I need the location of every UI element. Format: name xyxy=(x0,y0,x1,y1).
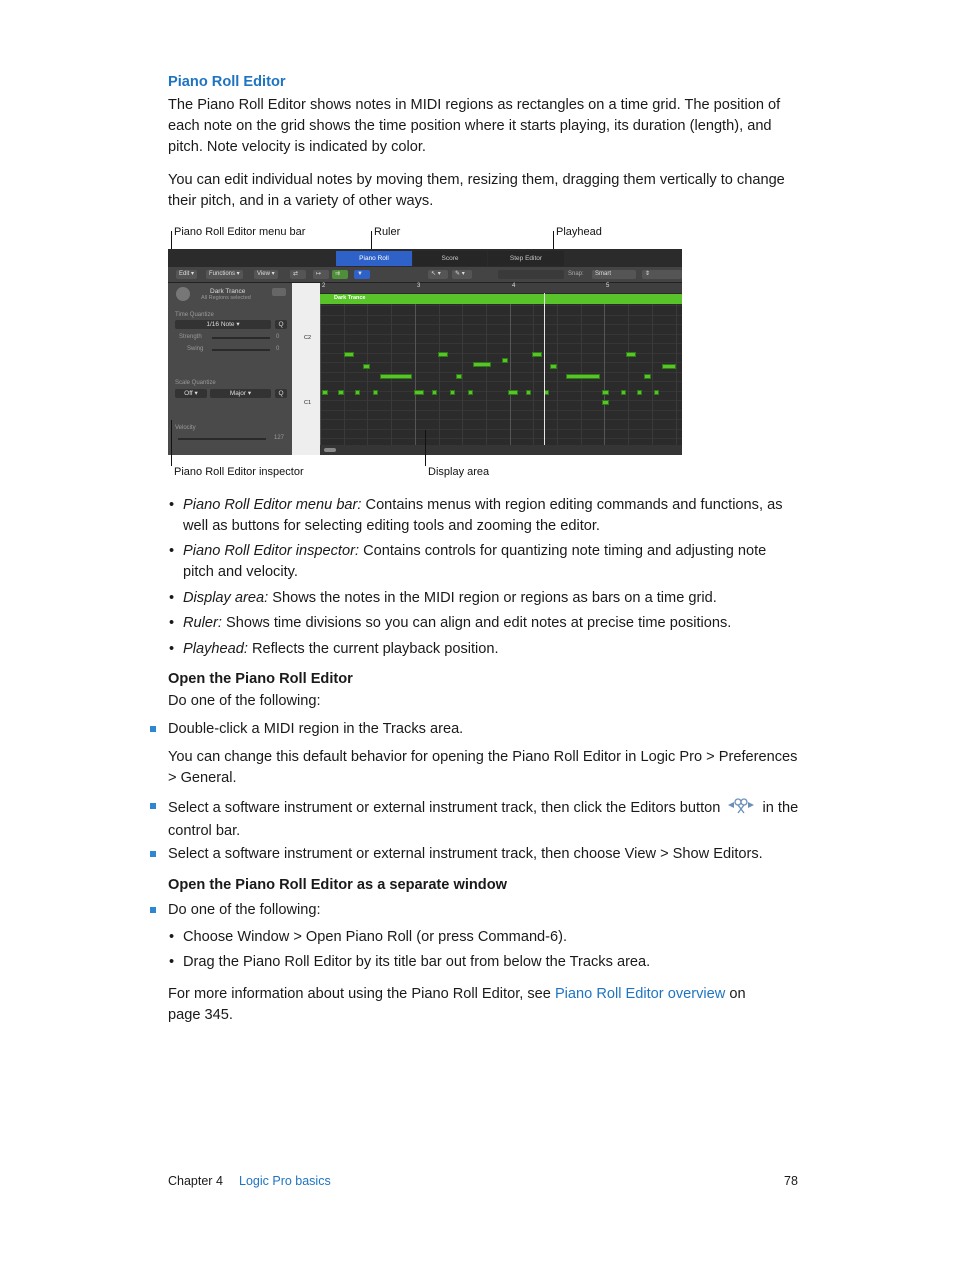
scrollbar-thumb[interactable] xyxy=(324,448,336,452)
midi-note[interactable] xyxy=(380,374,412,379)
midi-note[interactable] xyxy=(626,352,636,357)
midi-note[interactable] xyxy=(502,358,508,363)
midi-note[interactable] xyxy=(363,364,370,369)
scale-quantize-label: Scale Quantize xyxy=(175,380,216,386)
definition-menu-bar xyxy=(169,495,795,537)
q-label: Q xyxy=(278,321,284,328)
grid-beat-line xyxy=(367,304,368,445)
square-bullet xyxy=(150,851,156,857)
grid-beat-line xyxy=(344,304,345,445)
bullet-dot: • xyxy=(169,641,175,657)
open-item-1: Double-click a MIDI region in the Tracks area. xyxy=(168,721,464,737)
midi-note[interactable] xyxy=(450,390,455,395)
ruler-mark-2: 2 xyxy=(322,283,326,289)
separate-item-2-text: Drag the Piano Roll Editor by its title bar out from below the Tracks area. xyxy=(183,954,651,970)
open-item-2-suffix: in the control bar. xyxy=(168,800,799,839)
definition-term: Display area: xyxy=(183,590,269,606)
piano-roll-overview-link[interactable]: Piano Roll Editor overview xyxy=(554,986,726,1002)
playhead[interactable] xyxy=(544,293,545,445)
bullet-dot: • xyxy=(169,497,175,513)
key-label-c1: C1 xyxy=(304,400,312,406)
separate-item-1-text: Choose Window > Open Piano Roll (or press Command-6). xyxy=(183,929,568,945)
snap-select[interactable] xyxy=(592,270,636,279)
velocity-label: Velocity xyxy=(175,425,196,431)
midi-note[interactable] xyxy=(550,364,557,369)
midi-note[interactable] xyxy=(468,390,473,395)
definition-display-area xyxy=(169,588,795,609)
snap-value: Smart xyxy=(595,271,612,277)
callout-line-inspector xyxy=(171,420,172,466)
bullet-dot: • xyxy=(169,954,175,970)
grid-beat-line xyxy=(604,304,605,445)
midi-note[interactable] xyxy=(508,390,518,395)
drag-mode-select[interactable]: ⇕ xyxy=(642,270,682,279)
callout-display-area: Display area xyxy=(428,466,490,478)
pointer-tool-icon[interactable]: ↖ ▾ xyxy=(428,270,448,279)
midi-note[interactable] xyxy=(473,362,491,367)
key-label-c2: C2 xyxy=(304,335,312,341)
grid-beat-line xyxy=(439,304,440,445)
footer-chapter-link[interactable]: Logic Pro basics xyxy=(239,1174,331,1188)
filter-button[interactable]: ▼ xyxy=(354,270,370,279)
definition-text: Contains controls for quantizing note timing and adjusting note pitch and velocity. xyxy=(183,543,767,580)
ruler-mark-4: 4 xyxy=(512,283,516,289)
midi-note[interactable] xyxy=(637,390,642,395)
strength-value: 0 xyxy=(276,334,280,340)
midi-note[interactable] xyxy=(566,374,600,379)
open-heading: Open the Piano Roll Editor xyxy=(168,671,353,687)
grid-beat-line xyxy=(415,304,416,445)
grid-beat-line xyxy=(676,304,677,445)
footer-page-number: 78 xyxy=(784,1174,798,1188)
midi-note[interactable] xyxy=(432,390,437,395)
intro-paragraph-2: You can edit individual notes by moving them, resizing them, dragging them vertically to change their pitch, and in a variety of other ways. xyxy=(168,172,785,209)
menu-view[interactable]: View ▾ xyxy=(254,270,278,279)
strength-slider[interactable] xyxy=(212,337,270,339)
section-title: Piano Roll Editor xyxy=(168,74,286,90)
open-item-2-text: Select a software instrument or external instrument track, then click the Editors button xyxy=(168,800,721,816)
ruler[interactable] xyxy=(320,283,682,293)
snap-label: Snap: xyxy=(568,271,584,277)
piano-roll-menu-bar xyxy=(168,267,682,283)
footer-chapter: Chapter 4 xyxy=(168,1174,223,1188)
definition-text: Shows the notes in the MIDI region or regions as bars on a time grid. xyxy=(268,590,717,606)
region-subtitle: All Regions selected xyxy=(201,295,251,301)
definition-term: Piano Roll Editor inspector: xyxy=(183,543,360,559)
midi-note[interactable] xyxy=(355,390,360,395)
piano-roll-screenshot xyxy=(168,249,682,455)
grid-beat-line xyxy=(557,304,558,445)
midi-note[interactable] xyxy=(621,390,626,395)
midi-note[interactable] xyxy=(456,374,462,379)
midi-note[interactable] xyxy=(526,390,531,395)
grid-beat-line xyxy=(652,304,653,445)
horizontal-scrollbar[interactable] xyxy=(320,445,682,455)
bullet-dot: • xyxy=(169,929,175,945)
square-bullet xyxy=(150,907,156,913)
catch-playhead-button[interactable]: ↦ xyxy=(313,270,329,279)
callout-line-display-area xyxy=(425,430,426,466)
grid-beat-line xyxy=(510,304,511,445)
scale-quantize-q-button[interactable] xyxy=(275,389,287,398)
grid-beat-line xyxy=(628,304,629,445)
midi-note[interactable] xyxy=(532,352,542,357)
scale-type-select[interactable]: Major ▾ xyxy=(210,389,271,398)
pencil-tool-icon[interactable]: ✎ ▾ xyxy=(452,270,472,279)
color-menu-button[interactable] xyxy=(272,288,286,296)
bullet-dot: • xyxy=(169,543,175,559)
callout-inspector: Piano Roll Editor inspector xyxy=(174,466,304,478)
definition-text: Reflects the current playback position. xyxy=(247,641,499,657)
definition-term: Ruler: xyxy=(183,615,222,631)
editor-tab-bar xyxy=(168,249,682,267)
midi-in-button[interactable]: ⇄ xyxy=(290,270,306,279)
bullet-dot: • xyxy=(169,590,175,606)
separate-item-1 xyxy=(169,927,795,948)
menu-functions-label: Functions xyxy=(209,271,236,277)
separate-intro: Do one of the following: xyxy=(168,902,321,918)
grid-beat-line xyxy=(462,304,463,445)
midi-note[interactable] xyxy=(654,390,659,395)
time-quantize-label: Time Quantize xyxy=(175,312,214,318)
definition-text: Contains menus with region editing commands and functions, as well as buttons for selecting editing tools and zooming the editor. xyxy=(183,497,783,534)
midi-note[interactable] xyxy=(414,390,424,395)
midi-note[interactable] xyxy=(438,352,448,357)
region-bar[interactable] xyxy=(320,294,682,304)
editors-button-icon xyxy=(726,796,756,821)
q-label-2: Q xyxy=(278,390,284,397)
open-item-2 xyxy=(168,796,800,842)
callout-playhead: Playhead xyxy=(556,226,602,238)
display-area[interactable] xyxy=(320,283,682,455)
region-name: Dark Trance xyxy=(210,288,246,295)
more-info xyxy=(168,984,768,1026)
definition-ruler xyxy=(169,613,795,634)
grid-beat-line xyxy=(486,304,487,445)
definition-term: Piano Roll Editor menu bar: xyxy=(183,497,362,513)
open-item-3: Select a software instrument or external instrument track, then choose View > Show Editors. xyxy=(168,846,763,862)
open-item-note: You can change this default behavior for opening the Piano Roll Editor in Logic Pro > Preferences > General. xyxy=(168,749,798,786)
midi-note[interactable] xyxy=(373,390,378,395)
midi-note[interactable] xyxy=(322,390,328,395)
definition-playhead xyxy=(169,639,795,660)
more-info-before: For more information about using the Piano Roll Editor, see xyxy=(168,986,555,1002)
ruler-mark-5: 5 xyxy=(606,283,610,289)
grid-beat-line xyxy=(533,304,534,445)
ruler-mark-3: 3 xyxy=(417,283,421,289)
intro-paragraph-1: The Piano Roll Editor shows notes in MIDI regions as rectangles on a time grid. The position of each note on the grid shows the time position where it starts playing, its duration (length), and pitch. Note velocity is indicated by color. xyxy=(168,97,781,155)
midi-out-button[interactable]: ⇉ xyxy=(332,270,348,279)
time-quantize-value: 1/16 Note xyxy=(206,321,235,328)
callout-menu-bar: Piano Roll Editor menu bar xyxy=(174,226,306,238)
midi-note[interactable] xyxy=(338,390,344,395)
velocity-value: 127 xyxy=(274,435,285,441)
tab-score[interactable]: Score xyxy=(413,251,487,266)
menu-edit[interactable]: Edit ▾ xyxy=(176,270,197,279)
piano-keyboard[interactable] xyxy=(292,283,320,455)
region-icon xyxy=(176,287,190,301)
menu-edit-label: Edit xyxy=(179,271,190,277)
menu-functions[interactable]: Functions ▾ xyxy=(206,270,243,279)
swing-slider[interactable] xyxy=(212,349,270,351)
midi-note[interactable] xyxy=(344,352,354,357)
midi-note[interactable] xyxy=(602,390,609,395)
region-bar-label: Dark Trance xyxy=(334,295,366,301)
more-info-after: on page 345. xyxy=(168,986,746,1023)
scale-root-select[interactable]: Off ▾ xyxy=(175,389,207,398)
scale-type-value: Major xyxy=(229,390,247,397)
midi-note[interactable] xyxy=(602,400,609,405)
definition-text: Shows time divisions so you can align and edit notes at precise time positions. xyxy=(221,615,732,631)
zoom-slider[interactable] xyxy=(498,270,564,279)
square-bullet xyxy=(150,726,156,732)
swing-value: 0 xyxy=(276,346,280,352)
midi-note[interactable] xyxy=(644,374,651,379)
definition-term: Playhead: xyxy=(183,641,248,657)
separate-heading: Open the Piano Roll Editor as a separate window xyxy=(168,877,507,893)
definition-inspector xyxy=(169,541,795,583)
tab-step-editor[interactable]: Step Editor xyxy=(488,251,564,266)
piano-roll-inspector xyxy=(168,283,292,455)
swing-label: Swing xyxy=(187,346,204,352)
velocity-slider[interactable] xyxy=(178,438,266,440)
time-quantize-select[interactable]: 1/16 Note ▾ xyxy=(175,320,271,329)
menu-view-label: View xyxy=(257,271,270,277)
square-bullet xyxy=(150,803,156,809)
midi-note[interactable] xyxy=(662,364,676,369)
separate-item-2 xyxy=(169,952,795,973)
time-quantize-q-button[interactable] xyxy=(275,320,287,329)
bullet-dot: • xyxy=(169,615,175,631)
strength-label: Strength xyxy=(179,334,202,340)
callout-ruler: Ruler xyxy=(374,226,401,238)
tab-piano-roll[interactable]: Piano Roll xyxy=(336,251,412,266)
open-intro: Do one of the following: xyxy=(168,693,321,709)
scale-root-value: Off xyxy=(184,390,193,397)
grid-beat-line xyxy=(320,304,321,445)
